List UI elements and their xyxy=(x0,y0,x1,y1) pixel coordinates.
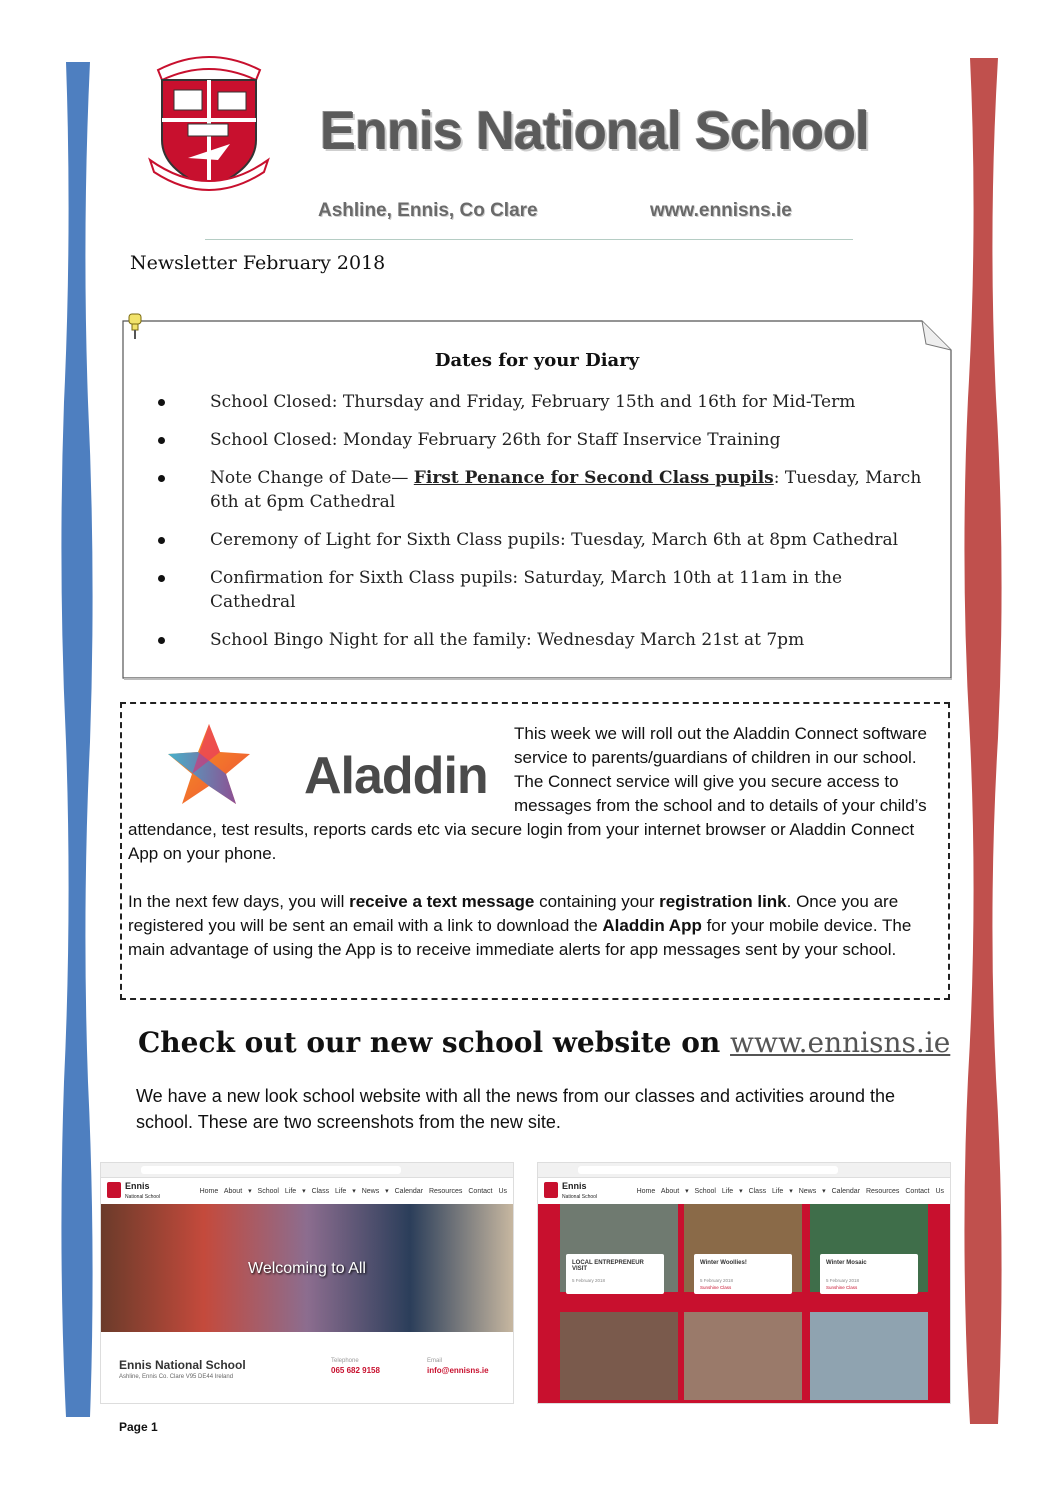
website-screenshot-class-life xyxy=(537,1162,951,1404)
pushpin-icon xyxy=(126,312,144,345)
address-bar xyxy=(141,1166,401,1174)
hero-image xyxy=(101,1204,513,1332)
news-grid xyxy=(538,1204,950,1404)
list-item: Note Change of Date— First Penance for Second Class pupils: Tuesday, March 6th at 6pm Cathedral xyxy=(152,466,932,514)
news-photo xyxy=(560,1312,678,1400)
footer-email-label: Email xyxy=(427,1358,443,1364)
site-nav-menu: Home About ▾ School Life ▾ Class Life ▾ News ▾ Calendar Resources Contact Us xyxy=(199,1188,507,1195)
school-address: Ashline, Ennis, Co Clare xyxy=(318,200,538,221)
school-website[interactable]: www.ennisns.ie xyxy=(650,200,792,221)
aladdin-body xyxy=(128,722,938,962)
address-bar xyxy=(578,1166,838,1174)
aladdin-announcement-box xyxy=(120,702,950,1000)
news-card[interactable]: Winter Woollies! 5 February 2018 Sunshine Class xyxy=(694,1254,792,1294)
footer-phone-label: Telephone xyxy=(331,1358,359,1364)
footer-email: info@ennisns.ie xyxy=(427,1366,489,1375)
website-link[interactable]: www.ennisns.ie xyxy=(730,1026,951,1059)
news-photo xyxy=(810,1312,928,1400)
left-decorative-bar xyxy=(60,62,96,1417)
list-item: Ceremony of Light for Sixth Class pupils: Tuesday, March 6th at 8pm Cathedral xyxy=(152,528,932,552)
site-footer xyxy=(101,1332,513,1402)
aladdin-wordmark: Aladdin xyxy=(304,747,488,805)
school-crest-logo xyxy=(148,40,270,198)
emphasis-text: First Penance for Second Class pupils xyxy=(413,468,774,488)
site-crest-icon xyxy=(544,1182,558,1198)
newsletter-date: Newsletter February 2018 xyxy=(130,252,386,274)
browser-toolbar xyxy=(538,1163,950,1178)
page-number: Page 1 xyxy=(119,1420,158,1434)
bullet-icon xyxy=(158,575,165,582)
bullet-icon xyxy=(158,475,165,482)
right-decorative-bar xyxy=(964,58,1004,1424)
news-card[interactable]: LOCAL ENTREPRENEUR VISIT 5 February 2018 xyxy=(566,1254,664,1294)
bullet-icon xyxy=(158,637,165,644)
footer-phone: 065 682 9158 xyxy=(331,1366,380,1375)
aladdin-paragraph-2: In the next few days, you will receive a text message containing your registration link. Once you are registered you will be sent an email with a link to download the Aladdin App for your mobile device. The main advantage of using the App is to receive immediate alerts for app messages sent by your school. xyxy=(128,892,912,959)
list-item: School Bingo Night for all the family: Wednesday March 21st at 7pm xyxy=(152,628,932,652)
site-brand: Ennis National School xyxy=(562,1181,598,1200)
school-name-heading: Ennis National School xyxy=(320,101,870,161)
diary-title: Dates for your Diary xyxy=(434,350,640,371)
site-brand: Ennis National School xyxy=(125,1181,161,1200)
list-item: School Closed: Monday February 26th for Staff Inservice Training xyxy=(152,428,932,452)
site-header xyxy=(101,1178,513,1204)
dates-diary-box xyxy=(122,320,952,680)
news-card[interactable]: Winter Mosaic 5 February 2018 Sunshine Class xyxy=(820,1254,918,1294)
site-header xyxy=(538,1178,950,1204)
diary-list xyxy=(152,390,932,666)
website-intro: We have a new look school website with all the news from our classes and activities around the school. These are two screenshots from the new site. xyxy=(136,1086,896,1132)
list-item: Confirmation for Sixth Class pupils: Saturday, March 10th at 11am in the Cathedral xyxy=(152,566,932,614)
aladdin-paragraph-1: This week we will roll out the Aladdin Connect software service to parents/guardians of children in our school. The Connect service will give you secure access to messages from the school and to details of your child’s attendance, test results, reports cards etc via secure login from your internet browser or Aladdin Connect App on your phone. xyxy=(128,724,927,863)
bullet-icon xyxy=(158,537,165,544)
website-screenshot-home xyxy=(100,1162,514,1404)
site-nav-menu: Home About ▾ School Life ▾ Class Life ▾ News ▾ Calendar Resources Contact Us xyxy=(636,1188,944,1195)
browser-toolbar xyxy=(101,1163,513,1178)
hero-text: Welcoming to All xyxy=(248,1260,366,1277)
website-heading: Check out our new school website on www.ennisns.ie xyxy=(138,1026,951,1059)
bullet-icon xyxy=(158,399,165,406)
header-divider xyxy=(205,239,853,240)
list-item: School Closed: Thursday and Friday, February 15th and 16th for Mid-Term xyxy=(152,390,932,414)
bullet-icon xyxy=(158,437,165,444)
site-crest-icon xyxy=(107,1182,121,1198)
news-photo xyxy=(684,1312,802,1400)
footer-school-name: Ennis National School xyxy=(119,1358,246,1372)
footer-address: Ashline, Ennis Co. Clare V95 DE44 Ireland xyxy=(119,1374,234,1380)
